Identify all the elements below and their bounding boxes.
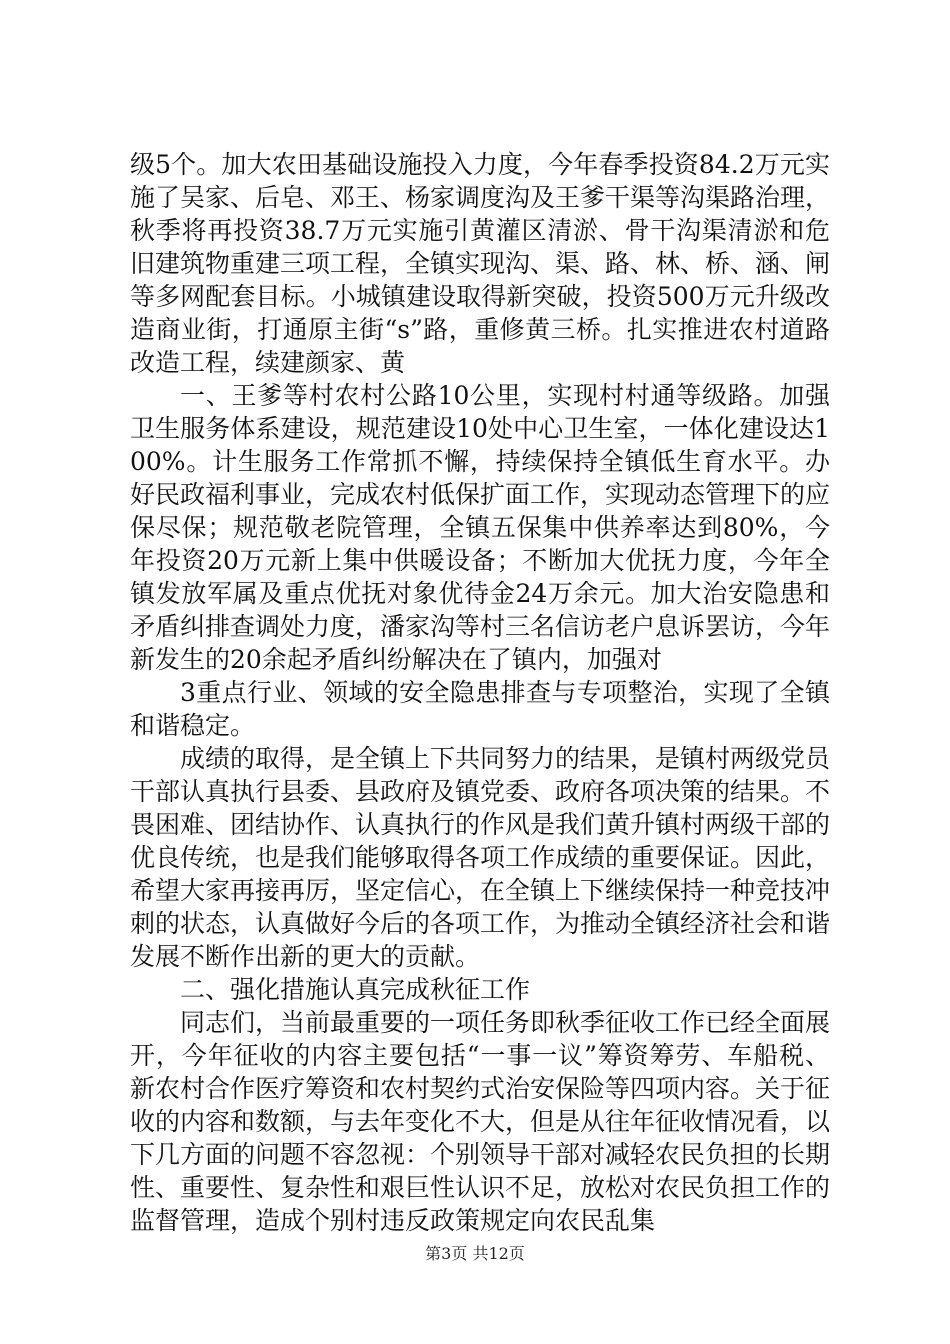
paragraph-4: 成绩的取得，是全镇上下共同努力的结果，是镇村两级党员干部认真执行县委、县政府及镇党委、政府各项决策的结果。不畏困难、团结协作、认真执行的作风是我们黄升镇村两级干部的优良传统，也是我们能够取得各项工作成绩的重要保证。因此，希望大家再接再厉，坚定信心，在全镇上下继续保持一种竞技冲刺的状态，认真做好今后的各项工作，为推动全镇经济社会和谐发展不断作出新的更大的贡献。 [130, 744, 831, 971]
paragraph-3: 3重点行业、领域的安全隐患排查与专项整治，实现了全镇和谐稳定。 [130, 678, 830, 740]
document-body [130, 148, 830, 1237]
section-heading-2: 二、强化措施认真完成秋征工作 [180, 975, 531, 1004]
paragraph-5: 同志们，当前最重要的一项任务即秋季征收工作已经全面展开，今年征收的内容主要包括“一事一议”筹资筹劳、车船税、新农村合作医疗筹资和农村契约式治安保险等四项内容。关于征收的内容和数额，与去年变化不大，但是从往年征收情况看，以下几方面的问题不容忽视：个别领导干部对减轻农民负担的长期性、重要性、复杂性和艰巨性认识不足，放松对农民负担工作的监督管理，造成个别村违反政策规定向农民乱集 [130, 1008, 831, 1235]
paragraph-2: 一、王爹等村农村公路10公里，实现村村通等级路。加强卫生服务体系建设，规范建设10处中心卫生室，一体化建设达100%。计生服务工作常抓不懈，持续保持全镇低生育水平。办好民政福利事业，完成农村低保扩面工作，实现动态管理下的应保尽保；规范敬老院管理，全镇五保集中供养率达到80%，今年投资20万元新上集中供暖设备；不断加大优抚力度，今年全镇发放军属及重点优抚对象优待金24万余元。加大治安隐患和矛盾纠排查调处力度，潘家沟等村三名信访老户息诉罢访，今年新发生的20余起矛盾纠纷解决在了镇内，加强对 [130, 381, 831, 674]
page-number-footer: 第3页 共12页 [425, 1244, 525, 1263]
paragraph-1: 级5个。加大农田基础设施投入力度，今年春季投资84.2万元实施了吴家、后皂、邓王、杨家调度沟及王爹干渠等沟渠路治理，秋季将再投资38.7万元实施引黄灌区清淤、骨干沟渠清淤和危旧建筑物重建三项工程，全镇实现沟、渠、路、林、桥、涵、闸等多网配套目标。小城镇建设取得新突破，投资500万元升级改造商业街，打通原主街“s”路，重修黄三桥。扎实推进农村道路改造工程，续建颜家、黄 [130, 150, 831, 377]
